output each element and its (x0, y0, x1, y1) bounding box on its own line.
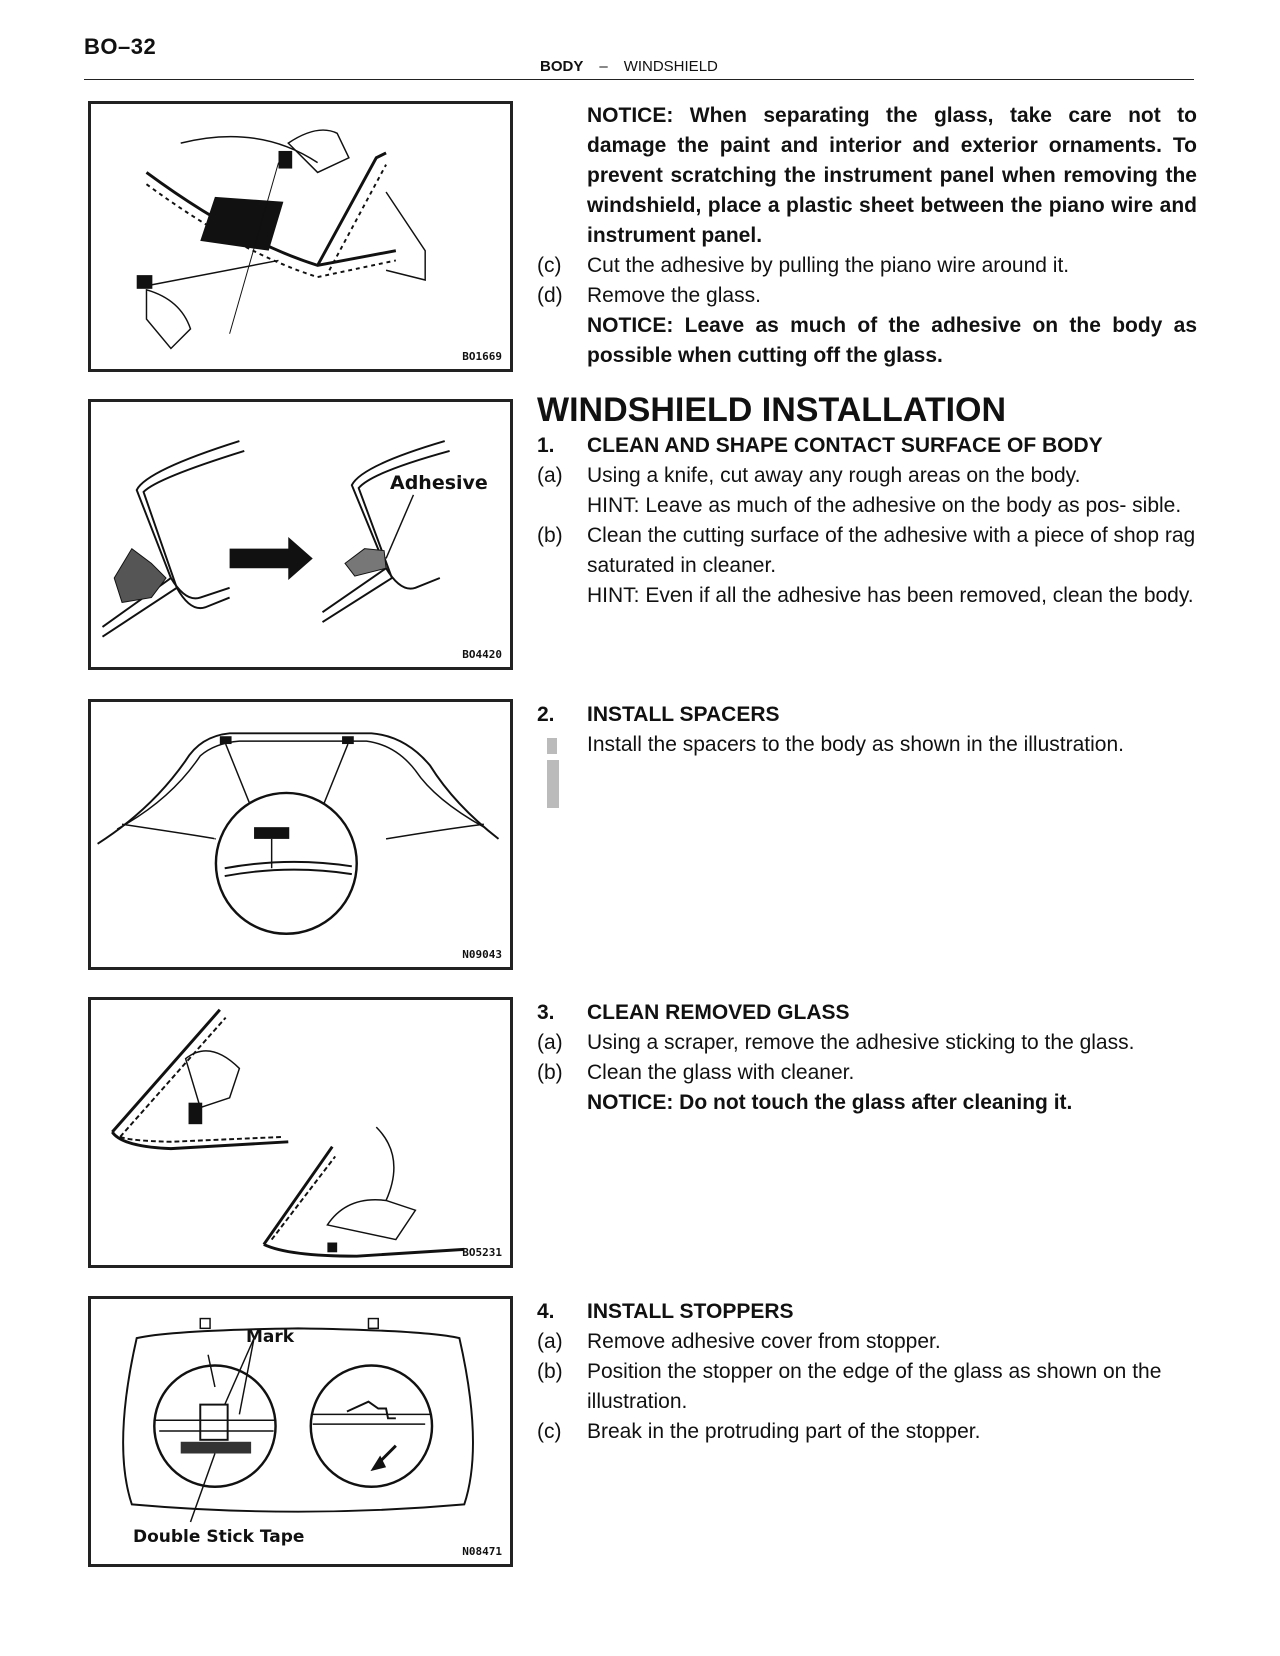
tape-label: Double Stick Tape (133, 1527, 305, 1547)
step4-block (537, 1297, 1197, 1447)
step-title: INSTALL STOPPERS (587, 1300, 794, 1323)
figure-code: BO4420 (462, 648, 502, 661)
figure-code: N09043 (462, 948, 502, 961)
step-text: Remove the glass. (587, 284, 761, 307)
step-number: 2. (537, 703, 555, 726)
step-number: 1. (537, 434, 555, 457)
figure-adhesive (88, 399, 513, 670)
step4-a (537, 1327, 1197, 1357)
figure-cut-glass (88, 101, 513, 372)
step3-heading (537, 998, 1197, 1028)
step-marker: (b) (537, 1360, 563, 1383)
figure-code: BO1669 (462, 350, 502, 363)
step-text: Using a knife, cut away any rough areas on the body. (587, 464, 1081, 487)
step1-a (537, 461, 1197, 491)
step3-a (537, 1028, 1197, 1058)
figure-adhesive-illustration (91, 402, 510, 667)
adhesive-label: Adhesive (390, 472, 488, 494)
step-text: Position the stopper on the edge of the glass as shown on the illustration. (587, 1360, 1162, 1413)
step-marker: (c) (537, 1420, 562, 1443)
step-text: Cut the adhesive by pulling the piano wire around it. (587, 254, 1070, 277)
step4-b (537, 1357, 1197, 1417)
running-header (540, 58, 718, 75)
step1-block (537, 431, 1197, 611)
header-section: BODY (540, 58, 584, 75)
step2-text: Install the spacers to the body as shown in the illustration. (587, 733, 1124, 756)
step-c (537, 251, 1197, 281)
figure-cut-glass-illustration (91, 104, 510, 369)
scan-artifact (547, 738, 561, 814)
mark-label: Mark (246, 1327, 295, 1347)
step-text: Clean the glass with cleaner. (587, 1061, 855, 1084)
step-text: Clean the cutting surface of the adhesive with a piece of shop rag saturated in cleaner. (587, 524, 1196, 577)
step-marker: (c) (537, 254, 562, 277)
step-text: Break in the protruding part of the stopper. (587, 1420, 981, 1443)
step-number: 3. (537, 1001, 555, 1024)
step1-hint1: HINT: Leave as much of the adhesive on the body as pos- sible. (587, 494, 1182, 517)
header-rule (84, 79, 1194, 80)
step-number: 4. (537, 1300, 555, 1323)
step-marker: (a) (537, 1031, 563, 1054)
removal-continued (537, 101, 1197, 371)
header-separator: – (599, 58, 608, 75)
figure-stoppers (88, 1296, 513, 1567)
step3-block (537, 998, 1197, 1118)
step-marker: (b) (537, 1061, 563, 1084)
step-marker: (d) (537, 284, 563, 307)
step4-heading (537, 1297, 1197, 1327)
step-marker: (a) (537, 464, 563, 487)
step1-b (537, 521, 1197, 581)
step2-heading (537, 700, 1197, 730)
step-title: CLEAN REMOVED GLASS (587, 1001, 850, 1024)
step3-b (537, 1058, 1197, 1088)
step4-c (537, 1417, 1197, 1447)
figure-clean-glass (88, 997, 513, 1268)
page-number: BO–32 (84, 34, 157, 59)
step1-hint2: HINT: Even if all the adhesive has been removed, clean the body. (587, 584, 1194, 607)
figure-code: BO5231 (462, 1246, 502, 1259)
step-d (537, 281, 1197, 311)
step-title: CLEAN AND SHAPE CONTACT SURFACE OF BODY (587, 434, 1103, 457)
section-title: WINDSHIELD INSTALLATION (537, 391, 1007, 429)
step-title: INSTALL SPACERS (587, 703, 780, 726)
figure-spacers (88, 699, 513, 970)
step-marker: (a) (537, 1330, 563, 1353)
figure-clean-glass-illustration (91, 1000, 510, 1265)
step2-block (537, 700, 1197, 760)
step1-heading (537, 431, 1197, 461)
step-marker: (b) (537, 524, 563, 547)
step3-notice: NOTICE: Do not touch the glass after cleaning it. (587, 1091, 1073, 1114)
figure-spacers-illustration (91, 702, 510, 967)
header-subsection: WINDSHIELD (623, 58, 718, 75)
figure-stoppers-illustration (91, 1299, 510, 1564)
notice-leave-adhesive: NOTICE: Leave as much of the adhesive on the body as possible when cutting off the glass. (587, 314, 1197, 367)
step-text: Using a scraper, remove the adhesive sticking to the glass. (587, 1031, 1135, 1054)
step-text: Remove adhesive cover from stopper. (587, 1330, 941, 1353)
notice-separating: NOTICE: When separating the glass, take care not to damage the paint and interior and exterior ornaments. To prevent scratching the instrument panel when removing the windshield, place a plastic sheet between the piano wire and instrument panel. (587, 104, 1197, 247)
figure-code: N08471 (462, 1545, 502, 1558)
